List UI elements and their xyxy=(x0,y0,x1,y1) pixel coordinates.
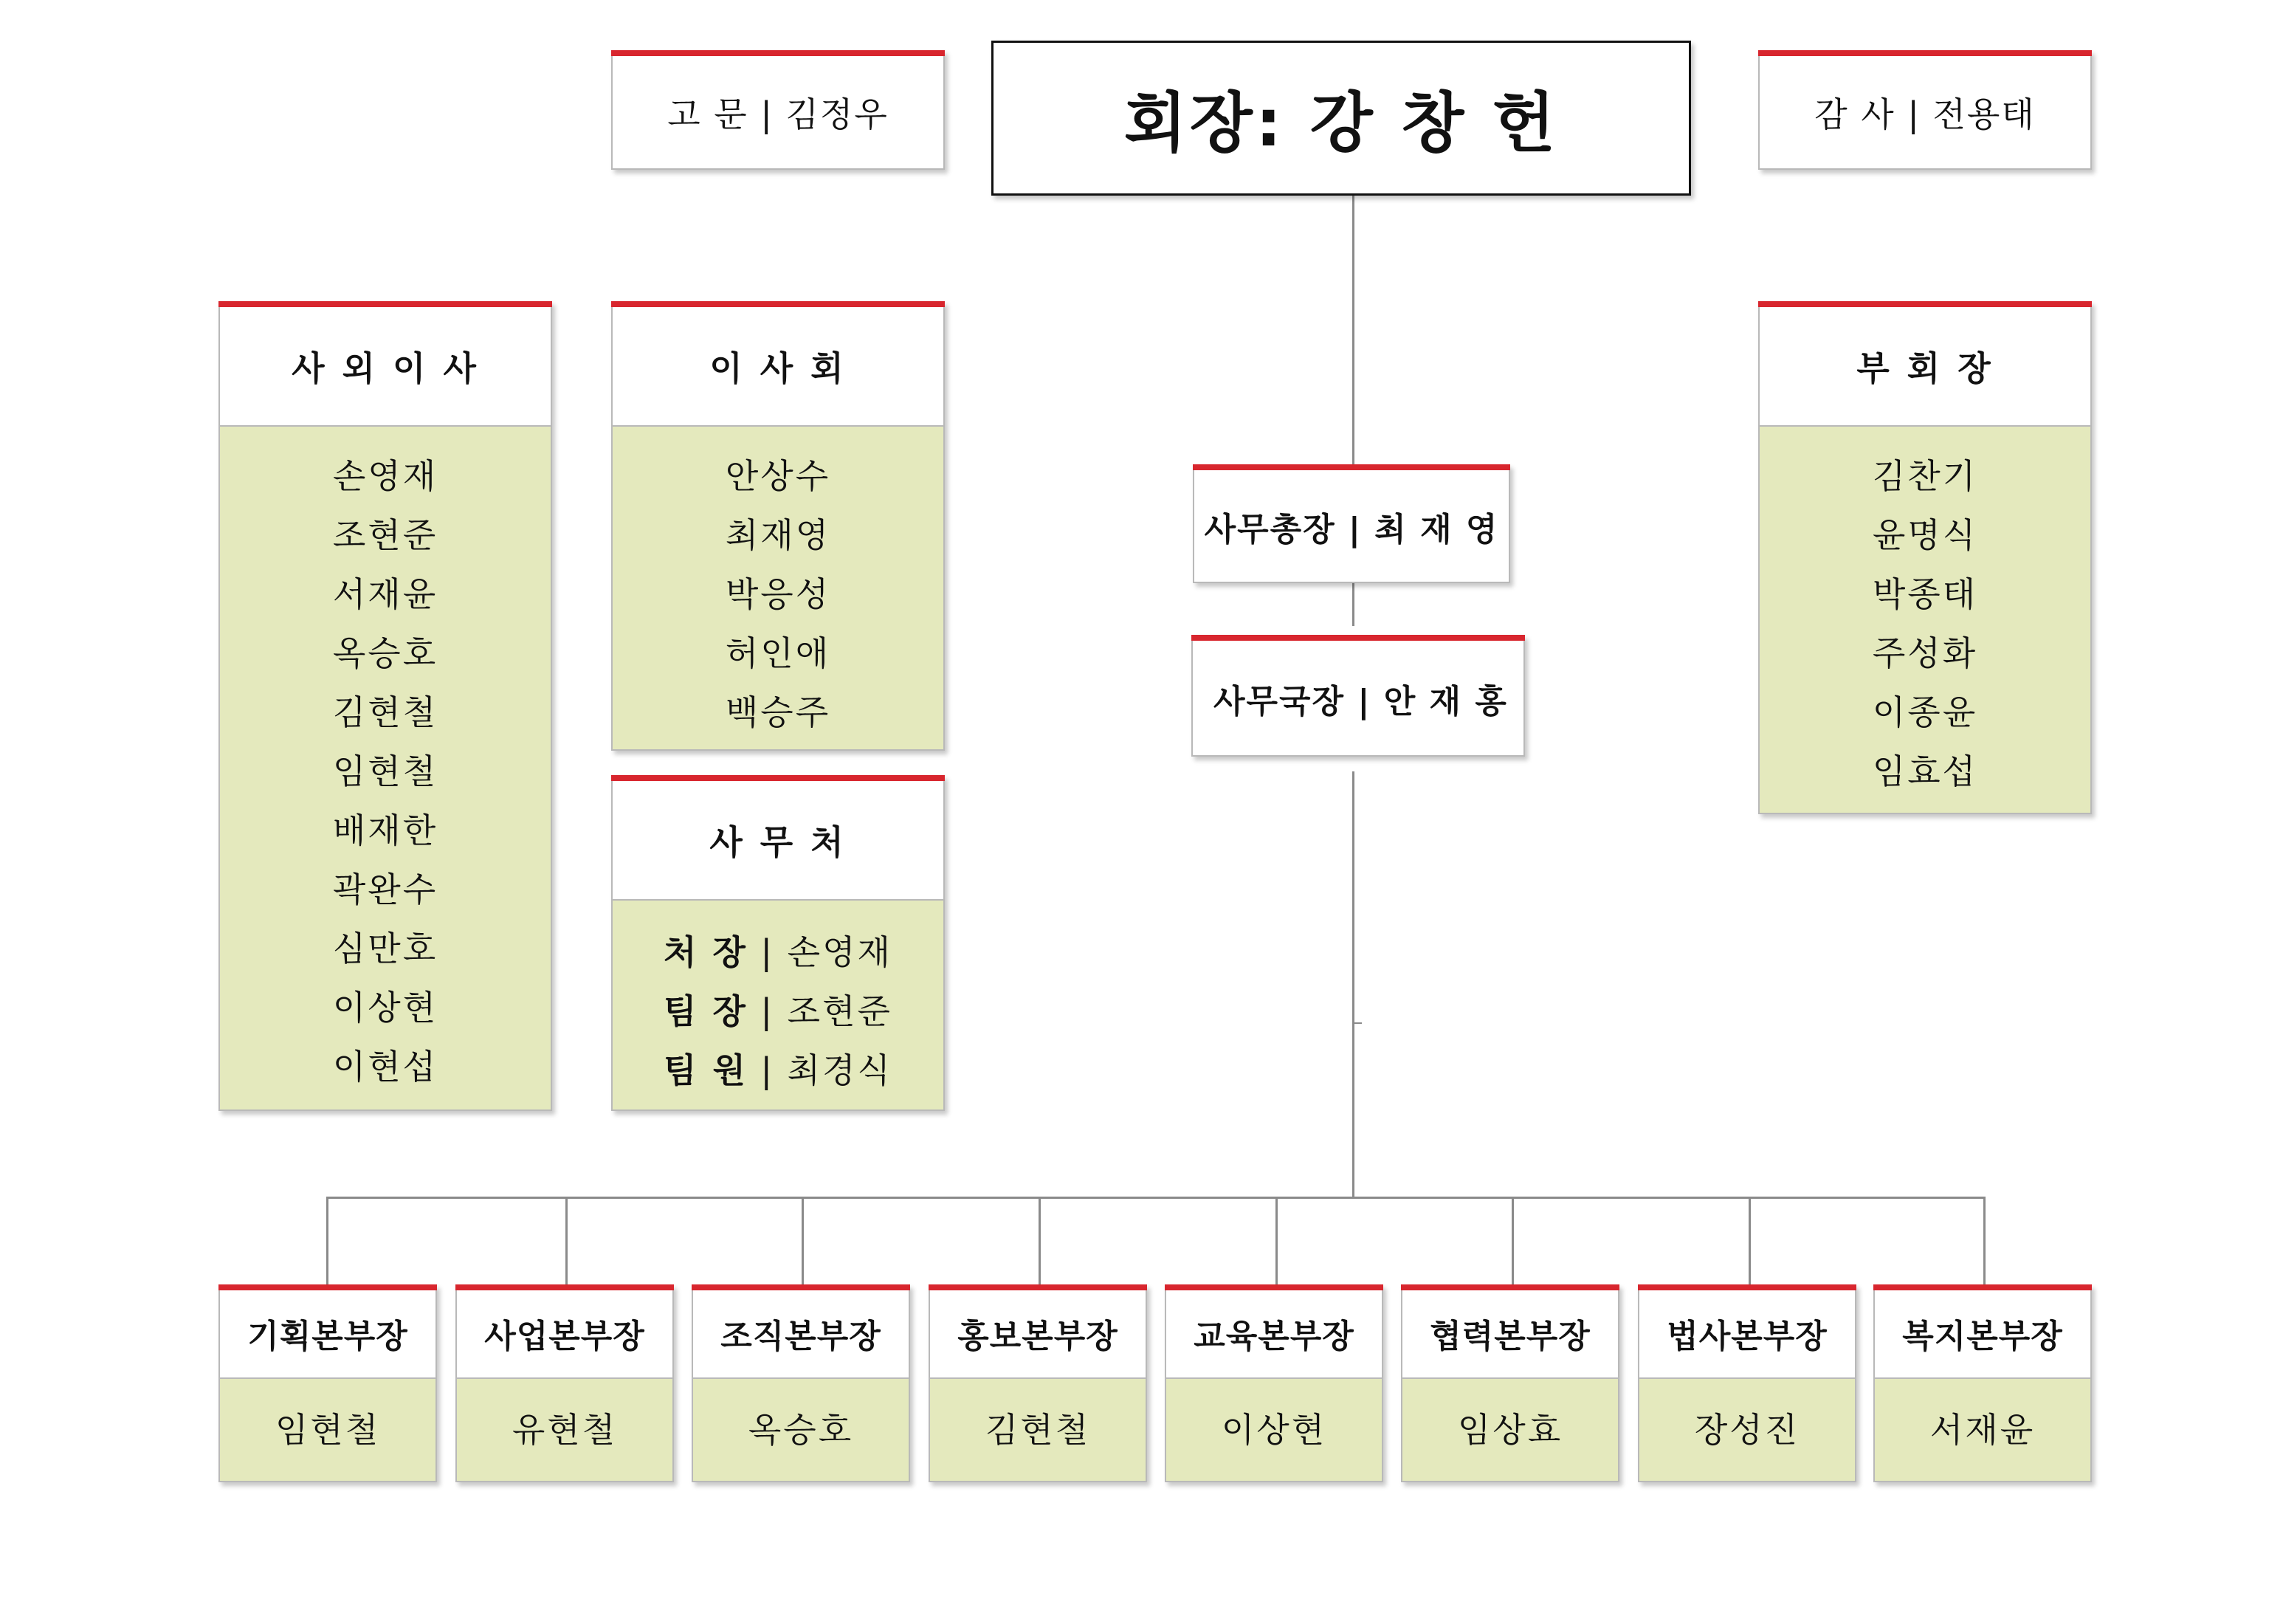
list-item: 이종윤 xyxy=(1872,692,1978,732)
division-title: 복지본부장 xyxy=(1902,1318,2063,1355)
role-label: 처 장 xyxy=(664,932,748,972)
board-title: 이 사 회 xyxy=(709,348,847,388)
president-box xyxy=(991,41,1691,196)
list-item: 김현철 xyxy=(332,692,438,732)
list-item: 이상현 xyxy=(332,988,438,1028)
member-name: | 최경식 xyxy=(760,1050,892,1090)
list-item: 손영재 xyxy=(332,456,438,496)
president-title: 회장: 강 창 헌 xyxy=(1123,85,1559,161)
list-item: 주성화 xyxy=(1872,633,1978,673)
vice-presidents-box xyxy=(1758,301,2092,814)
vice-presidents-list xyxy=(1760,425,2090,813)
division-head: 임상효 xyxy=(1457,1410,1563,1450)
list-item xyxy=(664,923,892,982)
division-box-legal xyxy=(1638,1284,1856,1482)
connector-drop-8 xyxy=(1983,1197,1986,1287)
division-head-name xyxy=(1639,1377,1855,1481)
office-director-box xyxy=(1191,635,1525,757)
member-name: | 조현준 xyxy=(760,991,892,1031)
division-box-planning xyxy=(218,1284,437,1482)
list-item: 이현섭 xyxy=(332,1047,438,1087)
division-box-business xyxy=(455,1284,674,1482)
auditor-label: 감 사 | 전용태 xyxy=(1814,94,2036,134)
division-box-cooperation xyxy=(1401,1284,1619,1482)
division-head-name xyxy=(457,1377,672,1481)
advisor-box xyxy=(611,50,945,170)
division-head: 김현철 xyxy=(985,1410,1091,1450)
connector-trunk-middle xyxy=(1352,583,1354,626)
list-item: 박응성 xyxy=(725,574,831,614)
division-head: 임현철 xyxy=(275,1410,381,1450)
list-item: 임현철 xyxy=(332,751,438,791)
division-box-education xyxy=(1165,1284,1383,1482)
advisor-label: 고 문 | 김정우 xyxy=(667,94,889,134)
secretary-general-label: 사무총장 | 최 재 영 xyxy=(1204,510,1499,548)
outside-directors-title: 사 외 이 사 xyxy=(292,348,479,388)
division-head: 장성진 xyxy=(1694,1410,1800,1450)
secretary-general-box xyxy=(1193,464,1510,583)
list-item: 김찬기 xyxy=(1872,456,1978,496)
connector-drop-1 xyxy=(326,1197,328,1287)
secretariat-list xyxy=(613,899,943,1109)
list-item: 배재한 xyxy=(332,811,438,850)
connector-drop-3 xyxy=(802,1197,804,1287)
list-item: 옥승호 xyxy=(332,633,438,673)
auditor-box xyxy=(1758,50,2092,170)
connector-trunk-lower xyxy=(1352,771,1354,1198)
list-item xyxy=(664,982,892,1041)
division-head: 서재윤 xyxy=(1929,1410,2036,1450)
list-item: 최재영 xyxy=(725,515,831,555)
secretariat-title: 사 무 처 xyxy=(709,822,847,862)
division-head-name xyxy=(1875,1377,2090,1481)
list-item: 허인애 xyxy=(725,633,831,673)
role-label: 팀 원 xyxy=(664,1050,748,1090)
outside-directors-box xyxy=(218,301,552,1111)
connector-tick xyxy=(1353,1022,1362,1024)
list-item: 심만호 xyxy=(332,929,438,968)
list-item: 곽완수 xyxy=(332,870,438,909)
division-head: 이상현 xyxy=(1221,1410,1327,1450)
connector-drop-7 xyxy=(1749,1197,1751,1287)
division-title: 협력본부장 xyxy=(1430,1318,1591,1355)
role-label: 팀 장 xyxy=(664,991,748,1031)
division-title: 법사본부장 xyxy=(1667,1318,1828,1355)
division-head-name xyxy=(1166,1377,1382,1481)
board-box xyxy=(611,301,945,751)
connector-drop-2 xyxy=(565,1197,568,1287)
outside-directors-list xyxy=(220,425,551,1109)
connector-drop-4 xyxy=(1039,1197,1041,1287)
list-item: 임효섭 xyxy=(1872,751,1978,791)
division-title: 교육본부장 xyxy=(1194,1318,1354,1355)
list-item: 윤명식 xyxy=(1872,515,1978,555)
board-list xyxy=(613,425,943,749)
division-title: 홍보본부장 xyxy=(957,1318,1118,1355)
connector-horizontal xyxy=(326,1197,1986,1199)
division-head: 옥승호 xyxy=(748,1410,854,1450)
list-item: 박종태 xyxy=(1872,574,1978,614)
member-name: | 손영재 xyxy=(760,932,892,972)
list-item: 서재윤 xyxy=(332,574,438,614)
division-head-name xyxy=(693,1377,909,1481)
division-head-name xyxy=(220,1377,435,1481)
division-box-publicity xyxy=(929,1284,1147,1482)
division-title: 조직본부장 xyxy=(720,1318,881,1355)
list-item xyxy=(664,1041,892,1100)
division-box-welfare xyxy=(1873,1284,2092,1482)
division-head-name xyxy=(930,1377,1146,1481)
division-head: 유현철 xyxy=(512,1410,618,1450)
list-item: 조현준 xyxy=(332,515,438,555)
connector-drop-5 xyxy=(1275,1197,1278,1287)
list-item: 안상수 xyxy=(725,456,831,496)
division-title: 사업본부장 xyxy=(484,1318,645,1355)
list-item: 백승주 xyxy=(725,692,831,732)
secretariat-box xyxy=(611,775,945,1111)
connector-drop-6 xyxy=(1512,1197,1514,1287)
office-director-label: 사무국장 | 안 재 홍 xyxy=(1213,682,1508,720)
division-head-name xyxy=(1402,1377,1618,1481)
vice-presidents-title: 부 회 장 xyxy=(1856,348,1994,388)
division-box-organization xyxy=(692,1284,910,1482)
division-title: 기획본부장 xyxy=(247,1318,408,1355)
connector-trunk-upper xyxy=(1352,196,1354,464)
